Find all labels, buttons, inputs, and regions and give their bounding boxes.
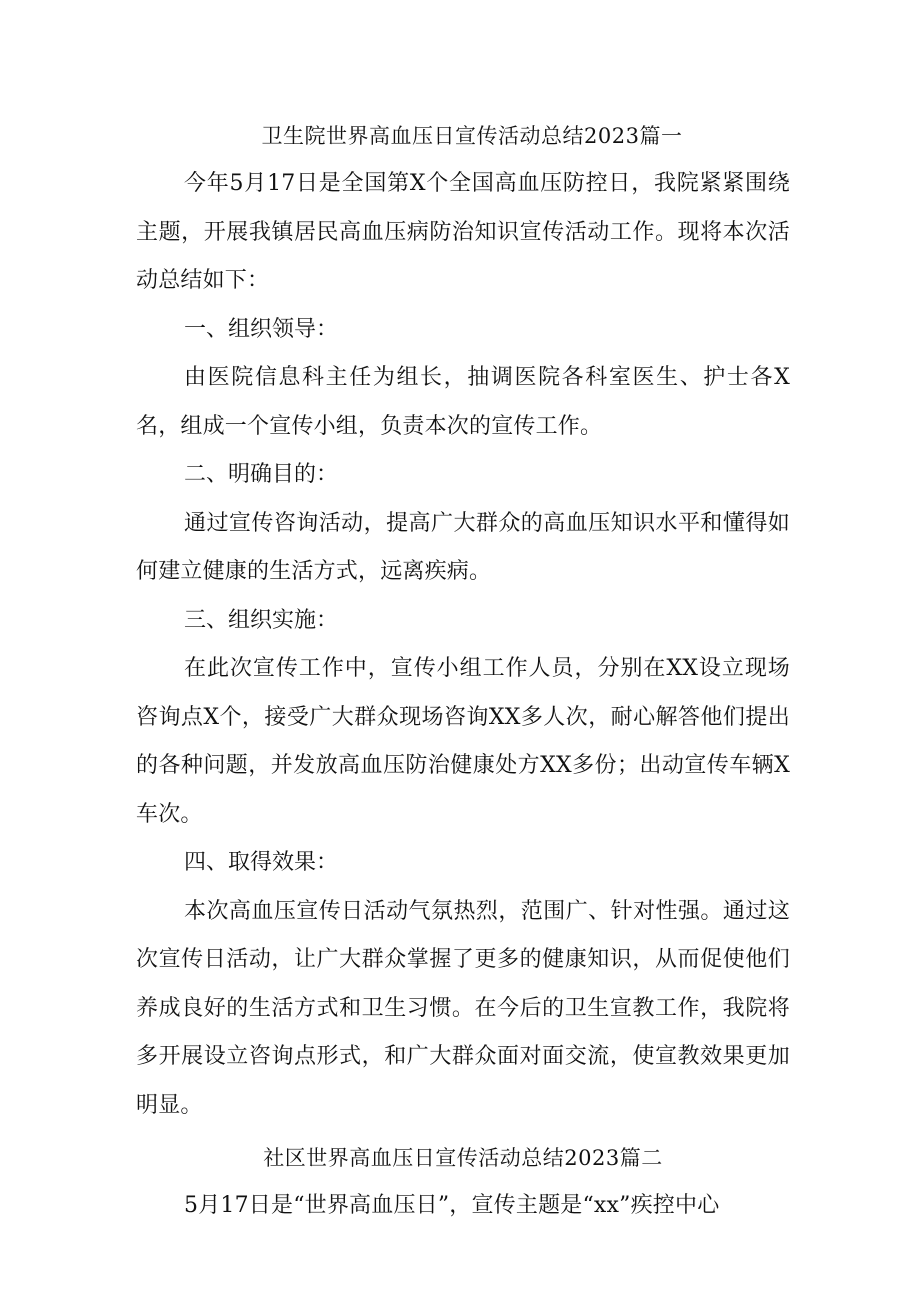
section-2-heading: 二、明确目的：	[184, 462, 339, 487]
document-title-1: 卫生院世界高血压日宣传活动总结2023篇一	[261, 124, 683, 148]
intro-paragraph: 今年5月17日是全国第X个全国高血压防控日，我院紧紧围绕主题，开展我镇居民高血压病防治知识宣传活动工作。现将本次活动总结如下：	[136, 171, 790, 293]
section-2-body: 通过宣传咨询活动，提高广大群众的高血压知识水平和懂得如何建立健康的生活方式，远离疾病。	[136, 510, 790, 584]
section-4-heading: 四、取得效果：	[184, 850, 339, 875]
document-title-2: 社区世界高血压日宣传活动总结2023篇二	[263, 1146, 663, 1170]
section-3-heading: 三、组织实施：	[184, 607, 339, 633]
document-page	[136, 112, 790, 1231]
section-1-body: 由医院信息科主任为组长，抽调医院各科室医生、护士各X名，组成一个宣传小组，负责本次的宣传工作。	[136, 365, 790, 439]
section-3-body: 在此次宣传工作中，宣传小组工作人员，分别在XX设立现场咨询点X个，接受广大群众现场咨询XX多人次，耐心解答他们提出的各种问题，并发放高血压防治健康处方XX多份；出动宣传车辆X车次。	[136, 656, 790, 827]
section-4-body: 本次高血压宣传日活动气氛热烈，范围广、针对性强。通过这次宣传日活动，让广大群众掌握了更多的健康知识，从而促使他们养成良好的生活方式和卫生习惯。在今后的卫生宣教工作，我院将多开展设立咨询点形式，和广大群众面对面交流，使宣教效果更加明显。	[136, 898, 790, 1118]
part-2-intro: 5月17日是“世界高血压日”，宣传主题是“xx”疾控中心	[184, 1193, 720, 1218]
section-1-heading: 一、组织领导：	[184, 316, 339, 342]
